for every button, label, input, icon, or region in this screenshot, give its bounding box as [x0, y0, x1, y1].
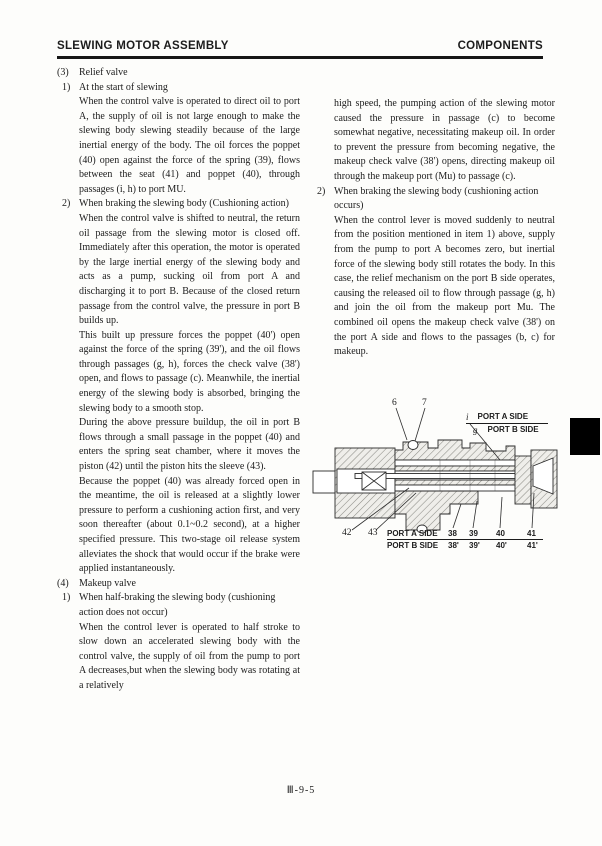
passage-letter-g: g — [473, 425, 478, 435]
paragraph-text: When the control valve is operated to direct oil to port A, the supply of oil is not large enough to make the slewing body slewing steadily because of the large inertial energy of the body. The oil forces the poppet (40) open against the force of the spring (39), flows between the seat (41) and poppet (40), through passages (i, h) to port MU. — [79, 96, 300, 195]
section-tab-marker — [570, 418, 600, 455]
paragraph-text: When the control lever is moved suddenly to neutral from the position mentioned in item 1) above, supply from the pump to port A becomes zero, but inertial force of the slewing body still rotates the body. In this case, the relief mechanism on the port B side operates, causing the released oil to flow through passage (g, h) and join the oil from the makeup port Mu. The combined oil opens the makeup check valve (38') on the port A side and flows to the passages (b, c) for makeup. — [334, 214, 555, 358]
list-marker: 2) — [317, 185, 326, 197]
subsection-heading — [57, 591, 300, 620]
callout-40-prime: 40' — [496, 541, 507, 550]
paragraph-text: This built up pressure forces the poppet (40') open against the force of the spring (39'), and the oil flows through passages (g, h), forces the check valve (38') open, and flows to passage (c). Meanwhile, the inertial energy of the slewing body is absorbed, bringing the slewing body to a smooth stop. — [79, 329, 300, 414]
subsection-heading — [312, 185, 555, 214]
paragraph-text: When the control lever is operated to half stroke to slow down an accelerated slewing body with the control valve, the supply of oil from the pump to port A decreases,but when the slewing body was rotating at a relatively — [79, 621, 300, 691]
heading-text: Relief valve — [79, 67, 128, 78]
callout-6: 6 — [392, 398, 397, 408]
paragraph — [57, 212, 300, 329]
paragraph — [312, 214, 555, 360]
paragraph — [57, 475, 300, 577]
passage-letter-i: i — [466, 412, 469, 422]
list-marker: 1) — [62, 592, 71, 604]
page-header — [57, 40, 543, 52]
callout-39: 39 — [469, 529, 478, 538]
paragraph — [312, 97, 555, 185]
port-b-side-label: PORT B SIDE — [387, 541, 439, 550]
port-b-side-row — [387, 541, 543, 551]
heading-text: When braking the slewing body (cushioning action occurs) — [334, 185, 539, 212]
callout-39-prime: 39' — [469, 541, 480, 550]
left-column — [57, 66, 300, 694]
page-number: Ⅲ-9-5 — [286, 785, 316, 796]
callout-43: 43 — [368, 528, 378, 538]
callout-41-prime: 41' — [527, 541, 538, 550]
port-a-side-row — [387, 529, 543, 540]
section-heading — [57, 66, 300, 81]
section-heading — [57, 577, 300, 592]
paragraph-text: Because the poppet (40) was already forced open in the meantime, the oil is released at a slightly lower pressure to perform a cushioning action first, and very soon thereafter (about 0.1~0.2 second), at a higher specified pressure. This two-stage oil release system alleviates the shock that would occur if the brake were applied instantaneously. — [79, 475, 300, 575]
callout-38: 38 — [448, 529, 457, 538]
paragraph — [57, 95, 300, 197]
subsection-heading — [57, 81, 300, 96]
subsection-heading — [57, 197, 300, 212]
valve-cross-section-figure — [310, 390, 570, 565]
header-chapter-title: COMPONENTS — [457, 40, 543, 52]
callout-7: 7 — [422, 398, 427, 408]
port-side-top-labels — [466, 412, 548, 435]
header-section-title: SLEWING MOTOR ASSEMBLY — [57, 40, 229, 52]
list-marker: 2) — [62, 198, 71, 210]
list-marker: (4) — [57, 577, 69, 589]
port-a-side-label: PORT A SIDE — [477, 412, 529, 421]
list-marker: (3) — [57, 67, 69, 78]
callout-41: 41 — [527, 529, 536, 538]
port-a-side-label: PORT A SIDE — [387, 529, 438, 538]
heading-text: When braking the slewing body (Cushioning action) — [79, 198, 289, 210]
paragraph-text: During the above pressure buildup, the oil in port B flows through a small passage in the poppet (40) and enters the spring seat chamber, where it moves the piston (42) until the piston hits the sleeve (43). — [79, 417, 300, 473]
port-b-side-label: PORT B SIDE — [487, 425, 539, 434]
right-column — [312, 97, 555, 360]
callout-40: 40 — [496, 529, 505, 538]
header-rule — [57, 56, 543, 59]
heading-text: When half-braking the slewing body (cushioning action does not occur) — [79, 592, 276, 618]
paragraph-text: When the control valve is shifted to neutral, the return oil passage from the slewing motor is closed off. Immediately after this operation, the motor is operated by the large inertial energy of the slewing body and acts as a pump, sucking oil from port A and discharging it to port B. Because of the closed return passage from the control valve, the pressure in port B builds up. — [79, 212, 300, 327]
paragraph — [57, 329, 300, 417]
heading-text: Makeup valve — [79, 577, 136, 589]
callout-38-prime: 38' — [448, 541, 459, 550]
port-a-side-row — [466, 412, 548, 424]
heading-text: At the start of slewing — [79, 81, 168, 93]
list-marker: 1) — [62, 81, 71, 93]
paragraph — [57, 621, 300, 694]
port-b-side-row — [473, 425, 548, 435]
port-side-bottom-labels — [387, 529, 543, 551]
paragraph-text: high speed, the pumping action of the slewing motor caused the pressure in passage (c) to become somewhat negative, necessitating makeup oil. In order to prevent the pressure from becoming negative, the makeup check valve (38') opens, directing makeup oil through the makeup port (Mu) to passage (c). — [334, 98, 555, 182]
callout-42: 42 — [342, 528, 352, 538]
paragraph — [57, 416, 300, 474]
